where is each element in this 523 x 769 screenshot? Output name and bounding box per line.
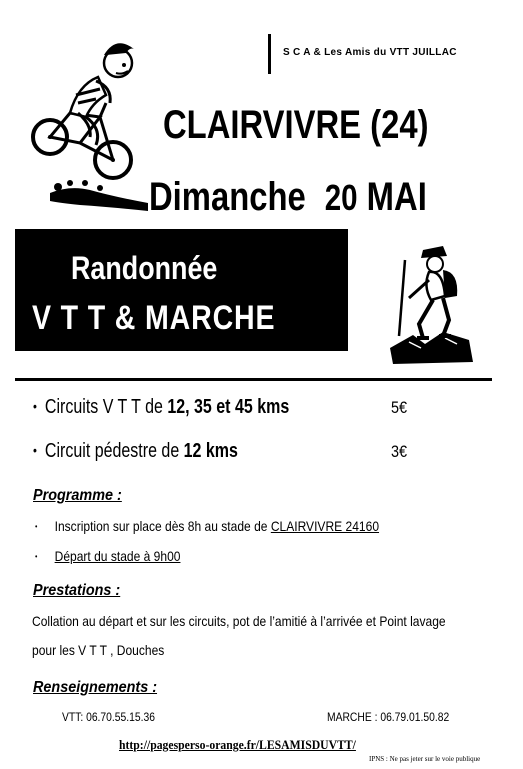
ipns-notice: IPNS : Ne pas jeter sur le voie publique (369, 755, 481, 763)
programme-location: CLAIRVIVRE 24160 (270, 518, 380, 534)
circuit-label: Circuit pédestre de (44, 440, 184, 462)
programme-text: Inscription sur place dès 8h au stade de (54, 518, 271, 534)
prestations-text: Collation au départ et sur les circuits, pot de l’amitié à l’arrivée et Point lavage (32, 613, 446, 629)
banner-rule (15, 378, 492, 381)
prestations-text: pour les V T T , Douches (32, 642, 165, 658)
header-divider (268, 34, 271, 74)
programme-item (35, 548, 180, 564)
event-day: Dimanche (149, 175, 306, 219)
event-month: MAI (366, 175, 427, 219)
circuit-label: Circuits V T T de (44, 396, 168, 418)
circuit-distances: 12 kms (183, 440, 238, 462)
vtt-phone: VTT: 06.70.55.15.36 (62, 710, 155, 724)
banner-title: Randonnée (71, 250, 218, 286)
banner-subtitle: V T T & MARCHE (32, 299, 276, 337)
circuit-price: 5€ (391, 398, 408, 417)
programme-start: Départ du stade à 9h00 (54, 548, 181, 564)
circuit-distances: 12, 35 et 45 kms (167, 396, 290, 418)
bullet: • (35, 552, 38, 561)
circuit-item (33, 440, 238, 463)
renseignements-heading: Renseignements : (33, 679, 158, 696)
hiker-illustration-icon (385, 240, 475, 370)
website-link[interactable]: http://pagesperso-orange.fr/LESAMISDUVTT/ (119, 737, 356, 752)
bullet: • (33, 442, 37, 458)
programme-item (35, 518, 379, 534)
bullet: • (33, 398, 37, 414)
prestations-heading: Prestations : (33, 582, 121, 599)
circuit-price: 3€ (391, 442, 408, 461)
event-date (149, 175, 427, 220)
marche-phone: MARCHE : 06.79.01.50.82 (327, 710, 450, 724)
programme-heading: Programme : (33, 487, 122, 504)
cyclist-illustration-icon (30, 25, 150, 215)
bullet: • (35, 522, 38, 531)
event-date-number: 20 (324, 177, 358, 218)
club-name: S C A & Les Amis du VTT JUILLAC (283, 47, 457, 58)
event-place: CLAIRVIVRE (24) (163, 103, 429, 147)
circuit-item (33, 396, 289, 419)
